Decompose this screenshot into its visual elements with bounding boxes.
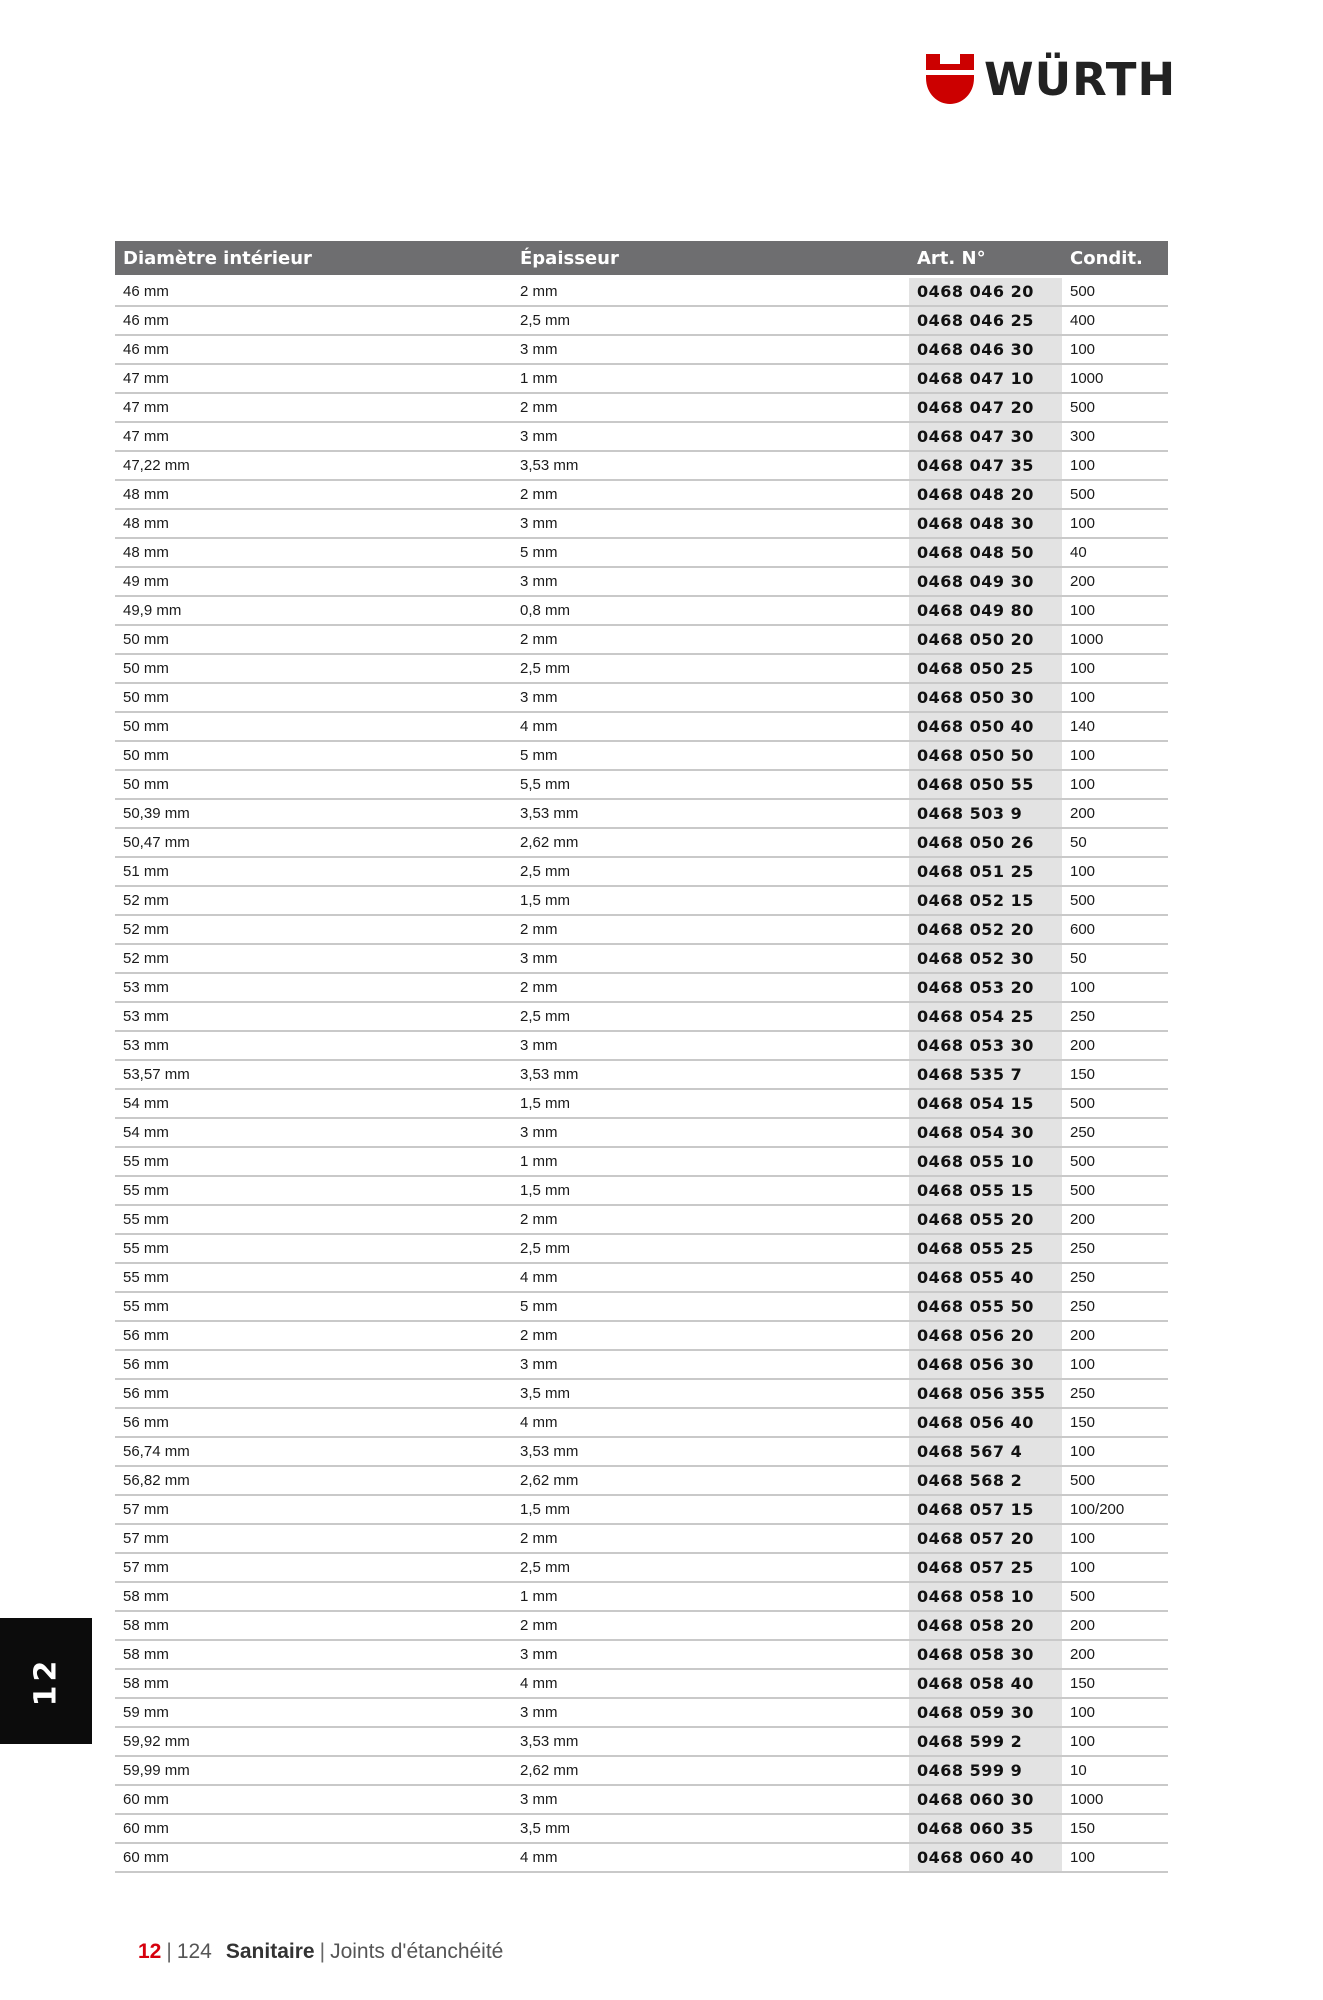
- cell-packaging: 500: [1062, 1089, 1168, 1118]
- cell-packaging: 300: [1062, 422, 1168, 451]
- table-row: [115, 306, 1168, 335]
- cell-packaging: 150: [1062, 1669, 1168, 1698]
- cell-inner-diameter: 50,47 mm: [115, 828, 512, 857]
- cell-article-number: 0468 050 26: [909, 828, 1062, 857]
- cell-thickness: 1,5 mm: [512, 886, 909, 915]
- table-row: [115, 1466, 1168, 1495]
- cell-inner-diameter: 55 mm: [115, 1205, 512, 1234]
- table-row: [115, 509, 1168, 538]
- cell-inner-diameter: 47 mm: [115, 422, 512, 451]
- cell-inner-diameter: 51 mm: [115, 857, 512, 886]
- header-article-number: Art. N°: [909, 241, 1062, 277]
- table-row: [115, 451, 1168, 480]
- cell-thickness: 2 mm: [512, 1524, 909, 1553]
- cell-packaging: 100: [1062, 741, 1168, 770]
- cell-thickness: 3 mm: [512, 1698, 909, 1727]
- cell-article-number: 0468 056 40: [909, 1408, 1062, 1437]
- cell-article-number: 0468 048 20: [909, 480, 1062, 509]
- cell-inner-diameter: 47,22 mm: [115, 451, 512, 480]
- cell-packaging: 100: [1062, 654, 1168, 683]
- cell-packaging: 40: [1062, 538, 1168, 567]
- cell-thickness: 4 mm: [512, 1408, 909, 1437]
- cell-packaging: 100: [1062, 1524, 1168, 1553]
- cell-packaging: 400: [1062, 306, 1168, 335]
- cell-article-number: 0468 047 35: [909, 451, 1062, 480]
- cell-inner-diameter: 46 mm: [115, 306, 512, 335]
- table-row: [115, 1002, 1168, 1031]
- table-row: [115, 973, 1168, 1002]
- table-row: [115, 1437, 1168, 1466]
- cell-thickness: 3,53 mm: [512, 799, 909, 828]
- cell-article-number: 0468 058 10: [909, 1582, 1062, 1611]
- table-row: [115, 364, 1168, 393]
- cell-inner-diameter: 53 mm: [115, 1031, 512, 1060]
- cell-thickness: 2 mm: [512, 973, 909, 1002]
- cell-article-number: 0468 060 30: [909, 1785, 1062, 1814]
- cell-article-number: 0468 503 9: [909, 799, 1062, 828]
- cell-thickness: 3 mm: [512, 683, 909, 712]
- table-row: [115, 1669, 1168, 1698]
- table-row: [115, 1147, 1168, 1176]
- cell-thickness: 5,5 mm: [512, 770, 909, 799]
- cell-article-number: 0468 055 25: [909, 1234, 1062, 1263]
- cell-packaging: 10: [1062, 1756, 1168, 1785]
- cell-packaging: 100: [1062, 596, 1168, 625]
- cell-packaging: 250: [1062, 1002, 1168, 1031]
- cell-article-number: 0468 050 55: [909, 770, 1062, 799]
- cell-thickness: 3 mm: [512, 1785, 909, 1814]
- cell-inner-diameter: 56,74 mm: [115, 1437, 512, 1466]
- cell-inner-diameter: 55 mm: [115, 1263, 512, 1292]
- cell-packaging: 500: [1062, 393, 1168, 422]
- table-row: [115, 335, 1168, 364]
- table-row: [115, 625, 1168, 654]
- table-row: [115, 915, 1168, 944]
- cell-thickness: 4 mm: [512, 1843, 909, 1872]
- cell-thickness: 3 mm: [512, 567, 909, 596]
- table-row: [115, 538, 1168, 567]
- cell-thickness: 2 mm: [512, 277, 909, 307]
- cell-packaging: 200: [1062, 1640, 1168, 1669]
- cell-article-number: 0468 052 20: [909, 915, 1062, 944]
- cell-article-number: 0468 055 40: [909, 1263, 1062, 1292]
- cell-thickness: 4 mm: [512, 712, 909, 741]
- cell-article-number: 0468 057 15: [909, 1495, 1062, 1524]
- cell-thickness: 4 mm: [512, 1263, 909, 1292]
- cell-thickness: 2 mm: [512, 1611, 909, 1640]
- cell-thickness: 3,53 mm: [512, 1727, 909, 1756]
- cell-inner-diameter: 48 mm: [115, 480, 512, 509]
- cell-article-number: 0468 048 50: [909, 538, 1062, 567]
- cell-article-number: 0468 056 355: [909, 1379, 1062, 1408]
- table-row: [115, 1698, 1168, 1727]
- chapter-tab: [0, 1618, 92, 1744]
- cell-article-number: 0468 049 80: [909, 596, 1062, 625]
- cell-article-number: 0468 054 25: [909, 1002, 1062, 1031]
- table-row: [115, 1060, 1168, 1089]
- cell-inner-diameter: 49,9 mm: [115, 596, 512, 625]
- cell-packaging: 100: [1062, 857, 1168, 886]
- table-row: [115, 654, 1168, 683]
- table-row: [115, 1205, 1168, 1234]
- table-row: [115, 1089, 1168, 1118]
- cell-article-number: 0468 535 7: [909, 1060, 1062, 1089]
- cell-inner-diameter: 54 mm: [115, 1118, 512, 1147]
- cell-thickness: 2 mm: [512, 480, 909, 509]
- cell-packaging: 200: [1062, 799, 1168, 828]
- cell-article-number: 0468 058 40: [909, 1669, 1062, 1698]
- cell-inner-diameter: 48 mm: [115, 538, 512, 567]
- cell-inner-diameter: 47 mm: [115, 364, 512, 393]
- cell-inner-diameter: 52 mm: [115, 915, 512, 944]
- cell-thickness: 3 mm: [512, 944, 909, 973]
- cell-packaging: 150: [1062, 1060, 1168, 1089]
- cell-article-number: 0468 050 20: [909, 625, 1062, 654]
- table-row: [115, 480, 1168, 509]
- cell-packaging: 100: [1062, 451, 1168, 480]
- cell-article-number: 0468 046 25: [909, 306, 1062, 335]
- table-row: [115, 1524, 1168, 1553]
- cell-article-number: 0468 056 20: [909, 1321, 1062, 1350]
- table-row: [115, 1611, 1168, 1640]
- table-row: [115, 828, 1168, 857]
- cell-thickness: 4 mm: [512, 1669, 909, 1698]
- table-row: [115, 1292, 1168, 1321]
- cell-thickness: 3 mm: [512, 1350, 909, 1379]
- cell-packaging: 500: [1062, 480, 1168, 509]
- cell-packaging: 140: [1062, 712, 1168, 741]
- cell-thickness: 2,5 mm: [512, 857, 909, 886]
- cell-article-number: 0468 052 30: [909, 944, 1062, 973]
- cell-inner-diameter: 57 mm: [115, 1495, 512, 1524]
- cell-packaging: 250: [1062, 1118, 1168, 1147]
- cell-packaging: 500: [1062, 1147, 1168, 1176]
- cell-thickness: 3 mm: [512, 335, 909, 364]
- cell-packaging: 600: [1062, 915, 1168, 944]
- table-row: [115, 1727, 1168, 1756]
- cell-packaging: 100: [1062, 1553, 1168, 1582]
- cell-inner-diameter: 50 mm: [115, 654, 512, 683]
- cell-packaging: 250: [1062, 1379, 1168, 1408]
- cell-inner-diameter: 53 mm: [115, 1002, 512, 1031]
- cell-packaging: 100: [1062, 683, 1168, 712]
- cell-thickness: 1,5 mm: [512, 1089, 909, 1118]
- cell-thickness: 1 mm: [512, 1147, 909, 1176]
- cell-thickness: 1,5 mm: [512, 1495, 909, 1524]
- cell-inner-diameter: 58 mm: [115, 1611, 512, 1640]
- cell-inner-diameter: 60 mm: [115, 1785, 512, 1814]
- cell-inner-diameter: 56 mm: [115, 1350, 512, 1379]
- cell-inner-diameter: 50 mm: [115, 770, 512, 799]
- cell-inner-diameter: 56 mm: [115, 1321, 512, 1350]
- table-header-row: [115, 241, 1168, 277]
- cell-packaging: 500: [1062, 277, 1168, 307]
- cell-article-number: 0468 056 30: [909, 1350, 1062, 1379]
- cell-inner-diameter: 57 mm: [115, 1553, 512, 1582]
- table-row: [115, 857, 1168, 886]
- cell-article-number: 0468 058 20: [909, 1611, 1062, 1640]
- cell-inner-diameter: 50 mm: [115, 683, 512, 712]
- table-row: [115, 1176, 1168, 1205]
- cell-article-number: 0468 060 35: [909, 1814, 1062, 1843]
- cell-thickness: 2,5 mm: [512, 1234, 909, 1263]
- cell-packaging: 200: [1062, 1321, 1168, 1350]
- cell-inner-diameter: 46 mm: [115, 277, 512, 307]
- cell-thickness: 3 mm: [512, 1118, 909, 1147]
- cell-inner-diameter: 53,57 mm: [115, 1060, 512, 1089]
- cell-thickness: 3 mm: [512, 1031, 909, 1060]
- cell-inner-diameter: 58 mm: [115, 1640, 512, 1669]
- cell-article-number: 0468 048 30: [909, 509, 1062, 538]
- cell-article-number: 0468 060 40: [909, 1843, 1062, 1872]
- cell-inner-diameter: 58 mm: [115, 1669, 512, 1698]
- cell-inner-diameter: 60 mm: [115, 1843, 512, 1872]
- cell-inner-diameter: 55 mm: [115, 1147, 512, 1176]
- cell-article-number: 0468 599 9: [909, 1756, 1062, 1785]
- table-row: [115, 1379, 1168, 1408]
- cell-article-number: 0468 047 30: [909, 422, 1062, 451]
- cell-thickness: 2,5 mm: [512, 654, 909, 683]
- table-row: [115, 944, 1168, 973]
- table-row: [115, 1814, 1168, 1843]
- table-row: [115, 1408, 1168, 1437]
- cell-inner-diameter: 52 mm: [115, 944, 512, 973]
- cell-packaging: 200: [1062, 1611, 1168, 1640]
- cell-article-number: 0468 567 4: [909, 1437, 1062, 1466]
- cell-packaging: 500: [1062, 1176, 1168, 1205]
- table-row: [115, 1234, 1168, 1263]
- cell-inner-diameter: 60 mm: [115, 1814, 512, 1843]
- cell-thickness: 3,53 mm: [512, 1060, 909, 1089]
- table-row: [115, 799, 1168, 828]
- cell-inner-diameter: 50 mm: [115, 741, 512, 770]
- cell-inner-diameter: 55 mm: [115, 1234, 512, 1263]
- cell-article-number: 0468 055 20: [909, 1205, 1062, 1234]
- cell-article-number: 0468 049 30: [909, 567, 1062, 596]
- cell-packaging: 100/200: [1062, 1495, 1168, 1524]
- table-row: [115, 770, 1168, 799]
- cell-inner-diameter: 59 mm: [115, 1698, 512, 1727]
- cell-packaging: 150: [1062, 1408, 1168, 1437]
- cell-packaging: 250: [1062, 1263, 1168, 1292]
- cell-packaging: 1000: [1062, 625, 1168, 654]
- cell-packaging: 100: [1062, 1727, 1168, 1756]
- cell-packaging: 50: [1062, 828, 1168, 857]
- cell-thickness: 1,5 mm: [512, 1176, 909, 1205]
- table-row: [115, 1843, 1168, 1872]
- cell-inner-diameter: 50,39 mm: [115, 799, 512, 828]
- cell-article-number: 0468 050 40: [909, 712, 1062, 741]
- cell-packaging: 100: [1062, 509, 1168, 538]
- table-row: [115, 886, 1168, 915]
- cell-thickness: 1 mm: [512, 1582, 909, 1611]
- cell-packaging: 100: [1062, 1843, 1168, 1872]
- table-row: [115, 1553, 1168, 1582]
- cell-packaging: 100: [1062, 1350, 1168, 1379]
- cell-thickness: 2,62 mm: [512, 1466, 909, 1495]
- page-footer: [138, 1940, 503, 1964]
- footer-section: Sanitaire: [225, 1940, 315, 1963]
- cell-article-number: 0468 046 20: [909, 277, 1062, 307]
- cell-packaging: 500: [1062, 1582, 1168, 1611]
- table-row: [115, 1582, 1168, 1611]
- cell-thickness: 5 mm: [512, 1292, 909, 1321]
- cell-packaging: 1000: [1062, 364, 1168, 393]
- table-row: [115, 1350, 1168, 1379]
- cell-thickness: 2,5 mm: [512, 1002, 909, 1031]
- cell-article-number: 0468 057 25: [909, 1553, 1062, 1582]
- cell-inner-diameter: 59,99 mm: [115, 1756, 512, 1785]
- footer-subsection-separator: |: [319, 1940, 326, 1963]
- cell-inner-diameter: 47 mm: [115, 393, 512, 422]
- table-row: [115, 1640, 1168, 1669]
- cell-thickness: 3 mm: [512, 422, 909, 451]
- brand-name: WÜRTH: [984, 52, 1177, 106]
- cell-inner-diameter: 56,82 mm: [115, 1466, 512, 1495]
- table-row: [115, 1031, 1168, 1060]
- cell-packaging: 1000: [1062, 1785, 1168, 1814]
- cell-inner-diameter: 54 mm: [115, 1089, 512, 1118]
- cell-thickness: 2,62 mm: [512, 828, 909, 857]
- cell-thickness: 3,5 mm: [512, 1814, 909, 1843]
- cell-article-number: 0468 053 20: [909, 973, 1062, 1002]
- cell-thickness: 0,8 mm: [512, 596, 909, 625]
- cell-thickness: 2 mm: [512, 1321, 909, 1350]
- cell-packaging: 50: [1062, 944, 1168, 973]
- cell-thickness: 2 mm: [512, 393, 909, 422]
- chapter-tab-number: 12: [28, 1656, 64, 1706]
- cell-thickness: 3 mm: [512, 509, 909, 538]
- cell-inner-diameter: 49 mm: [115, 567, 512, 596]
- cell-article-number: 0468 054 15: [909, 1089, 1062, 1118]
- table-row: [115, 422, 1168, 451]
- cell-article-number: 0468 057 20: [909, 1524, 1062, 1553]
- cell-packaging: 100: [1062, 770, 1168, 799]
- cell-inner-diameter: 53 mm: [115, 973, 512, 1002]
- cell-packaging: 200: [1062, 567, 1168, 596]
- table-row: [115, 567, 1168, 596]
- cell-thickness: 2 mm: [512, 915, 909, 944]
- cell-inner-diameter: 56 mm: [115, 1408, 512, 1437]
- cell-article-number: 0468 058 30: [909, 1640, 1062, 1669]
- cell-thickness: 2,5 mm: [512, 1553, 909, 1582]
- cell-thickness: 3,53 mm: [512, 451, 909, 480]
- footer-separator: |: [166, 1940, 172, 1963]
- cell-article-number: 0468 054 30: [909, 1118, 1062, 1147]
- footer-subsection: Joints d'étanchéité: [330, 1940, 504, 1963]
- table-row: [115, 1785, 1168, 1814]
- header-thickness: Épaisseur: [512, 241, 909, 277]
- cell-inner-diameter: 48 mm: [115, 509, 512, 538]
- cell-thickness: 5 mm: [512, 741, 909, 770]
- cell-packaging: 500: [1062, 886, 1168, 915]
- cell-packaging: 100: [1062, 1437, 1168, 1466]
- header-inner-diameter: Diamètre intérieur: [115, 241, 512, 277]
- cell-article-number: 0468 059 30: [909, 1698, 1062, 1727]
- table-row: [115, 712, 1168, 741]
- cell-article-number: 0468 055 10: [909, 1147, 1062, 1176]
- cell-article-number: 0468 568 2: [909, 1466, 1062, 1495]
- table-row: [115, 683, 1168, 712]
- cell-packaging: 100: [1062, 1698, 1168, 1727]
- header-packaging: Condit.: [1062, 241, 1168, 277]
- cell-inner-diameter: 55 mm: [115, 1176, 512, 1205]
- cell-thickness: 3 mm: [512, 1640, 909, 1669]
- cell-article-number: 0468 055 15: [909, 1176, 1062, 1205]
- cell-thickness: 3,53 mm: [512, 1437, 909, 1466]
- table-row: [115, 1321, 1168, 1350]
- cell-inner-diameter: 59,92 mm: [115, 1727, 512, 1756]
- cell-article-number: 0468 050 30: [909, 683, 1062, 712]
- cell-article-number: 0468 055 50: [909, 1292, 1062, 1321]
- table-row: [115, 1118, 1168, 1147]
- cell-article-number: 0468 050 25: [909, 654, 1062, 683]
- cell-packaging: 250: [1062, 1292, 1168, 1321]
- cell-thickness: 5 mm: [512, 538, 909, 567]
- cell-inner-diameter: 52 mm: [115, 886, 512, 915]
- cell-article-number: 0468 047 10: [909, 364, 1062, 393]
- footer-page-number: 124: [176, 1940, 212, 1963]
- cell-inner-diameter: 58 mm: [115, 1582, 512, 1611]
- cell-article-number: 0468 047 20: [909, 393, 1062, 422]
- cell-article-number: 0468 599 2: [909, 1727, 1062, 1756]
- cell-packaging: 200: [1062, 1205, 1168, 1234]
- cell-inner-diameter: 57 mm: [115, 1524, 512, 1553]
- table-row: [115, 596, 1168, 625]
- table-row: [115, 1263, 1168, 1292]
- cell-packaging: 500: [1062, 1466, 1168, 1495]
- cell-article-number: 0468 052 15: [909, 886, 1062, 915]
- wurth-logo: [926, 52, 1176, 106]
- table-row: [115, 1756, 1168, 1785]
- cell-packaging: 100: [1062, 335, 1168, 364]
- cell-thickness: 2 mm: [512, 625, 909, 654]
- wurth-emblem-icon: [926, 54, 974, 104]
- cell-article-number: 0468 053 30: [909, 1031, 1062, 1060]
- cell-article-number: 0468 050 50: [909, 741, 1062, 770]
- cell-inner-diameter: 46 mm: [115, 335, 512, 364]
- cell-inner-diameter: 50 mm: [115, 712, 512, 741]
- seal-dimensions-table: [115, 241, 1168, 1873]
- table-row: [115, 393, 1168, 422]
- cell-thickness: 2,62 mm: [512, 1756, 909, 1785]
- cell-packaging: 100: [1062, 973, 1168, 1002]
- table-row: [115, 277, 1168, 307]
- cell-packaging: 200: [1062, 1031, 1168, 1060]
- cell-inner-diameter: 55 mm: [115, 1292, 512, 1321]
- cell-thickness: 1 mm: [512, 364, 909, 393]
- cell-article-number: 0468 046 30: [909, 335, 1062, 364]
- table-row: [115, 1495, 1168, 1524]
- cell-thickness: 3,5 mm: [512, 1379, 909, 1408]
- cell-inner-diameter: 56 mm: [115, 1379, 512, 1408]
- table-row: [115, 741, 1168, 770]
- cell-inner-diameter: 50 mm: [115, 625, 512, 654]
- cell-packaging: 250: [1062, 1234, 1168, 1263]
- cell-thickness: 2 mm: [512, 1205, 909, 1234]
- cell-packaging: 150: [1062, 1814, 1168, 1843]
- cell-thickness: 2,5 mm: [512, 306, 909, 335]
- footer-chapter: 12: [138, 1940, 162, 1963]
- cell-article-number: 0468 051 25: [909, 857, 1062, 886]
